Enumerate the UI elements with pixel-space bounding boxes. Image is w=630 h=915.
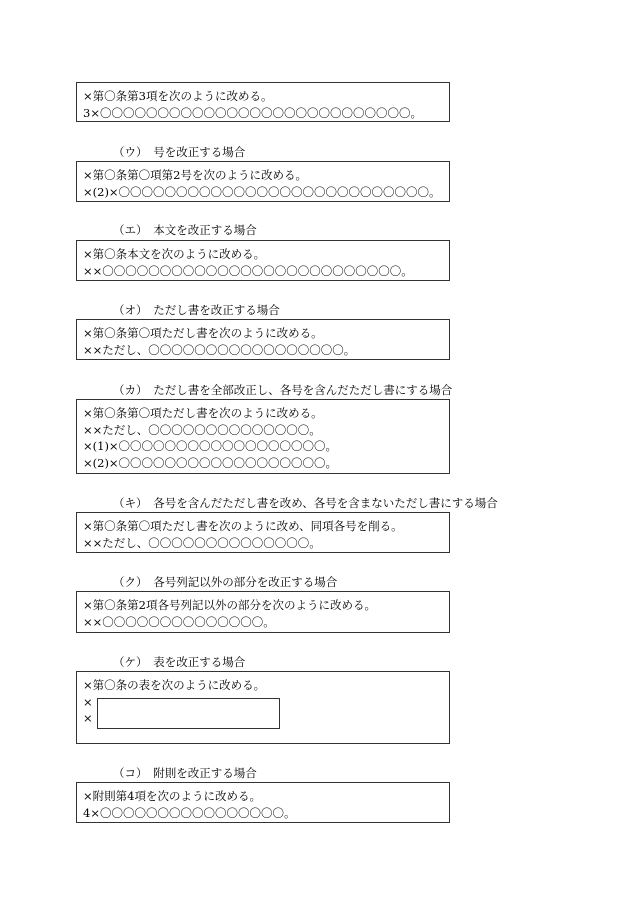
box-line: ×附則第4項を次のように改める。 — [83, 789, 261, 803]
box-line: ×第〇条第〇項ただし書を次のように改める。 — [83, 406, 323, 420]
section-heading-ke: （ケ） 表を改正する場合 — [113, 655, 246, 669]
amendment-box-main-text — [76, 240, 450, 281]
amendment-box-proviso — [76, 319, 450, 360]
box-line: ××ただし、〇〇〇〇〇〇〇〇〇〇〇〇〇〇〇〇〇。 — [83, 342, 356, 357]
box-line: ×第〇条第3項を次のように改める。 — [83, 89, 273, 103]
amendment-box-non-item-part — [76, 591, 450, 633]
table-marks — [83, 694, 97, 727]
amendment-box-proviso-remove-items — [76, 512, 450, 553]
box-line: ×第〇条第〇項ただし書を次のように改め、同項各号を削る。 — [83, 519, 403, 533]
table-placeholder-frame — [97, 698, 280, 729]
section-heading-ku: （ク） 各号列記以外の部分を改正する場合 — [113, 575, 338, 589]
amendment-box-paragraph — [76, 82, 450, 122]
box-line: ×第〇条第〇項第2号を次のように改める。 — [83, 168, 307, 182]
box-line: ××〇〇〇〇〇〇〇〇〇〇〇〇〇〇。 — [83, 614, 275, 629]
box-line: 3×〇〇〇〇〇〇〇〇〇〇〇〇〇〇〇〇〇〇〇〇〇〇〇〇〇〇〇。 — [83, 105, 422, 120]
amendment-box-item — [76, 161, 450, 202]
section-heading-ka: （カ） ただし書を全部改正し、各号を含んだただし書にする場合 — [113, 383, 453, 397]
box-line: ×第〇条第2項各号列記以外の部分を次のように改める。 — [83, 598, 376, 612]
box-line: ××ただし、〇〇〇〇〇〇〇〇〇〇〇〇〇〇。 — [83, 422, 321, 437]
box-line: ×第〇条の表を次のように改める。 — [83, 678, 266, 692]
amendment-box-table — [76, 671, 450, 744]
box-line: ××〇〇〇〇〇〇〇〇〇〇〇〇〇〇〇〇〇〇〇〇〇〇〇〇〇〇。 — [83, 263, 413, 278]
box-line: 4×〇〇〇〇〇〇〇〇〇〇〇〇〇〇〇〇。 — [83, 805, 296, 820]
section-heading-u: （ウ） 号を改正する場合 — [113, 145, 246, 159]
section-heading-ko: （コ） 附則を改正する場合 — [113, 766, 257, 780]
box-line: ×第〇条第〇項ただし書を次のように改める。 — [83, 326, 323, 340]
section-heading-e: （エ） 本文を改正する場合 — [113, 223, 257, 237]
section-heading-o: （オ） ただし書を改正する場合 — [113, 303, 280, 317]
box-line: ××ただし、〇〇〇〇〇〇〇〇〇〇〇〇〇〇。 — [83, 535, 321, 550]
amendment-box-proviso-with-items — [76, 399, 450, 474]
table-placeholder-row — [83, 694, 449, 729]
box-line: ×(2)×〇〇〇〇〇〇〇〇〇〇〇〇〇〇〇〇〇〇。 — [83, 455, 338, 470]
cross-mark: × — [83, 694, 93, 709]
section-heading-ki: （キ） 各号を含んだただし書を改め、各号を含まないただし書にする場合 — [113, 496, 498, 510]
box-line: ×(1)×〇〇〇〇〇〇〇〇〇〇〇〇〇〇〇〇〇〇。 — [83, 439, 338, 453]
box-line: ×第〇条本文を次のように改める。 — [83, 247, 266, 261]
amendment-box-supplementary — [76, 782, 450, 823]
box-line: ×(2)×〇〇〇〇〇〇〇〇〇〇〇〇〇〇〇〇〇〇〇〇〇〇〇〇〇〇〇。 — [83, 184, 441, 199]
cross-mark: × — [83, 711, 93, 725]
